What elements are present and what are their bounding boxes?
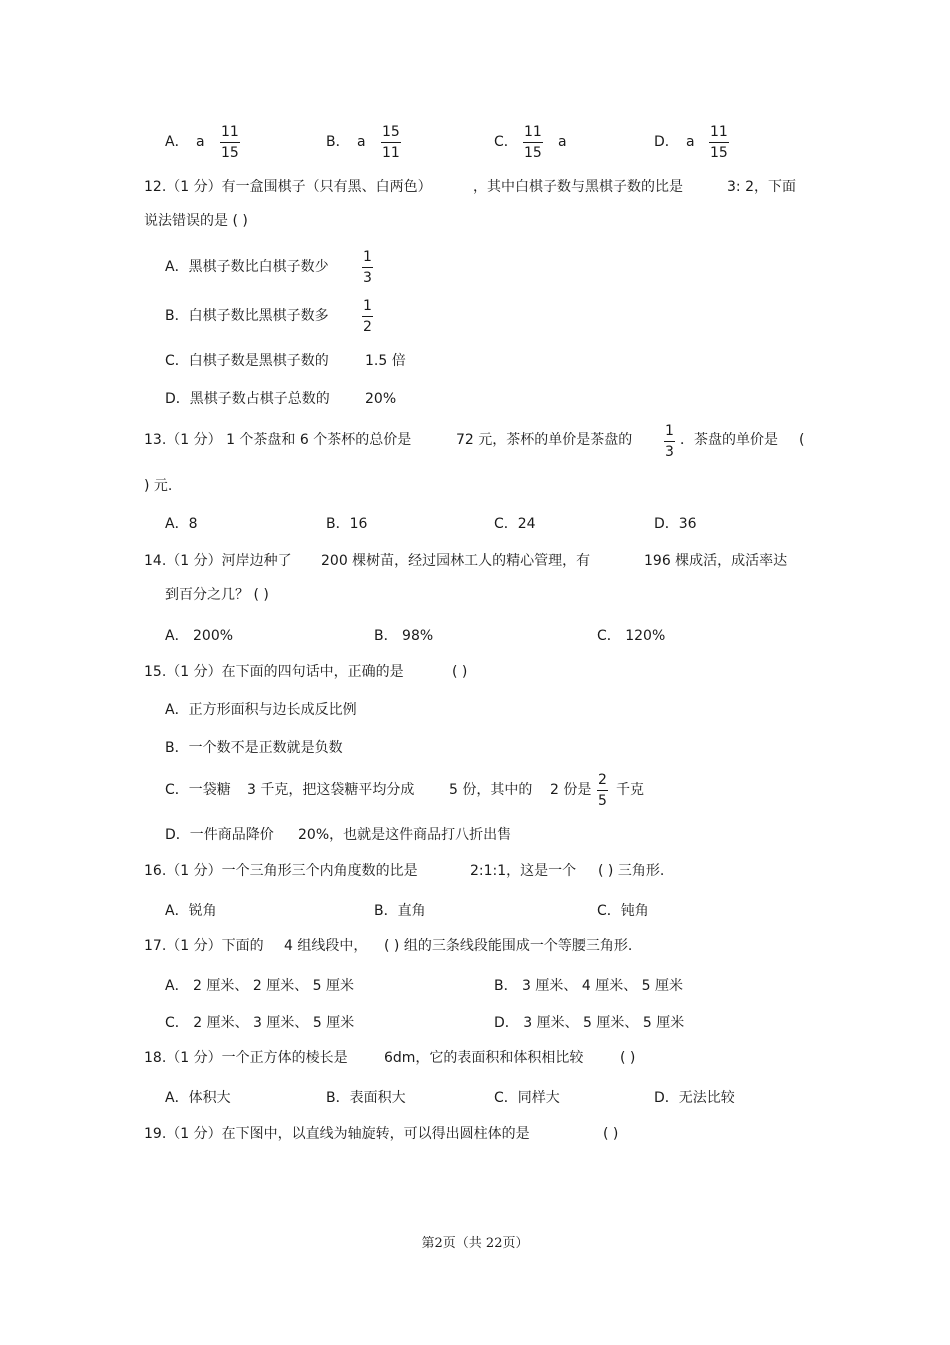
question-12-option-c: C．白棋子数是黑棋子数的 — [165, 353, 329, 369]
question-16-stem-a: 16.（1 分）一个三角形三个内角度数的比是 — [144, 863, 418, 879]
question-13-stem-d: ( — [799, 432, 805, 448]
option-b-label: B． — [326, 134, 350, 150]
option-a-variable: a — [196, 134, 205, 150]
question-15-option-d-b: 20%，也就是这件商品打八折出售 — [298, 827, 512, 843]
question-16-option-b: B．直角 — [374, 903, 426, 919]
question-15-option-c-b: 3 千克，把这袋糖平均分成 — [247, 782, 415, 798]
question-12-stem-a: 12.（1 分）有一盒围棋子（只有黑、白两色） — [144, 179, 432, 195]
question-14-option-b: B． 98% — [374, 628, 434, 644]
question-14-stem-a: 14.（1 分）河岸边种了 — [144, 553, 292, 569]
question-13-stem-a: 13.（1 分） 1 个茶盘和 6 个茶杯的总价是 — [144, 432, 412, 448]
question-17-stem-c: ( ) 组的三条线段能围成一个等腰三角形. — [384, 938, 633, 954]
question-13-stem-b: 72 元，茶杯的单价是茶盘的 — [456, 432, 633, 448]
question-13-stem-c: ．茶盘的单价是 — [680, 432, 778, 448]
question-16-stem-c: ( ) 三角形. — [598, 863, 665, 879]
question-12-stem-line2: 说法错误的是 ( ) — [144, 213, 248, 229]
question-13-option-b: B．16 — [326, 516, 368, 532]
question-12-option-b: B．白棋子数比黑棋子数多 — [165, 308, 329, 324]
question-12-stem-c: 3: 2，下面 — [727, 179, 796, 195]
question-15-option-c-c: 5 份，其中的 — [449, 782, 533, 798]
question-13-stem-line2: ) 元. — [144, 478, 173, 494]
option-b-variable: a — [357, 134, 366, 150]
question-12-option-d: D．黑棋子数占棋子总数的 — [165, 391, 330, 407]
question-18-option-a: A．体积大 — [165, 1090, 231, 1106]
question-14-option-a: A． 200% — [165, 628, 234, 644]
option-a-label: A． — [165, 134, 189, 150]
option-a-fraction: $\frac{11}{15}$ — [221, 124, 239, 161]
question-15-option-d-a: D．一件商品降价 — [165, 827, 274, 843]
option-d-label: D． — [654, 134, 679, 150]
question-14-option-c: C． 120% — [597, 628, 666, 644]
question-19-stem: 19.（1 分）在下图中，以直线为轴旋转，可以得出圆柱体的是 — [144, 1126, 530, 1142]
question-15-option-a: A．正方形面积与边长成反比例 — [165, 702, 357, 718]
option-c-variable: a — [558, 134, 567, 150]
question-13-option-d: D．36 — [654, 516, 697, 532]
question-14-stem-b: 200 棵树苗，经过园林工人的精心管理，有 — [321, 553, 591, 569]
option-c-fraction: $\frac{11}{15}$ — [524, 124, 542, 161]
question-18-option-d: D．无法比较 — [654, 1090, 735, 1106]
question-14-stem-line2: 到百分之几？ ( ) — [165, 587, 269, 603]
question-13-fraction: $\frac{1}{3}$ — [665, 423, 674, 460]
question-17-option-c: C． 2 厘米、 3 厘米、 5 厘米 — [165, 1015, 355, 1031]
question-15-answer-blank: ( ) — [452, 664, 468, 680]
question-18-option-c: C．同样大 — [494, 1090, 560, 1106]
question-17-stem-a: 17.（1 分）下面的 — [144, 938, 264, 954]
question-12-option-d-value: 20% — [365, 391, 397, 407]
question-15-option-c-e: 千克 — [616, 782, 644, 798]
question-17-stem-b: 4 组线段中， — [284, 938, 368, 954]
question-13-option-a: A．8 — [165, 516, 198, 532]
option-d-variable: a — [686, 134, 695, 150]
question-13-option-c: C．24 — [494, 516, 536, 532]
option-b-fraction: $\frac{15}{11}$ — [382, 124, 400, 161]
question-18-option-b: B．表面积大 — [326, 1090, 406, 1106]
question-17-option-a: A． 2 厘米、 2 厘米、 5 厘米 — [165, 978, 354, 994]
question-18-stem-a: 18.（1 分）一个正方体的棱长是 — [144, 1050, 348, 1066]
question-15-option-c-a: C．一袋糖 — [165, 782, 231, 798]
question-18-stem-c: ( ) — [620, 1050, 636, 1066]
question-15-stem: 15.（1 分）在下面的四句话中，正确的是 — [144, 664, 404, 680]
question-12-stem-b: ，其中白棋子数与黑棋子数的比是 — [473, 179, 683, 195]
option-d-fraction: $\frac{11}{15}$ — [710, 124, 728, 161]
question-16-stem-b: 2:1:1，这是一个 — [470, 863, 577, 879]
page-footer: 第2页（共 22页） — [421, 1236, 529, 1251]
option-c-label: C． — [494, 134, 518, 150]
question-14-stem-c: 196 棵成活，成活率达 — [644, 553, 788, 569]
question-19-answer-blank: ( ) — [603, 1126, 619, 1142]
question-17-option-b: B． 3 厘米、 4 厘米、 5 厘米 — [494, 978, 684, 994]
question-16-option-c: C．钝角 — [597, 903, 649, 919]
question-15-option-b: B．一个数不是正数就是负数 — [165, 740, 343, 756]
question-17-option-d: D． 3 厘米、 5 厘米、 5 厘米 — [494, 1015, 685, 1031]
question-12-option-a-fraction: $\frac{1}{3}$ — [363, 249, 372, 286]
question-16-option-a: A．锐角 — [165, 903, 217, 919]
question-12-option-a: A．黑棋子数比白棋子数少 — [165, 259, 329, 275]
question-15-option-c-fraction: $\frac{2}{5}$ — [598, 772, 607, 809]
question-18-stem-b: 6dm，它的表面积和体积相比较 — [384, 1050, 584, 1066]
question-12-option-c-value: 1.5 倍 — [365, 353, 406, 369]
question-15-option-c-d: 2 份是 — [550, 782, 592, 798]
question-12-option-b-fraction: $\frac{1}{2}$ — [363, 298, 372, 335]
